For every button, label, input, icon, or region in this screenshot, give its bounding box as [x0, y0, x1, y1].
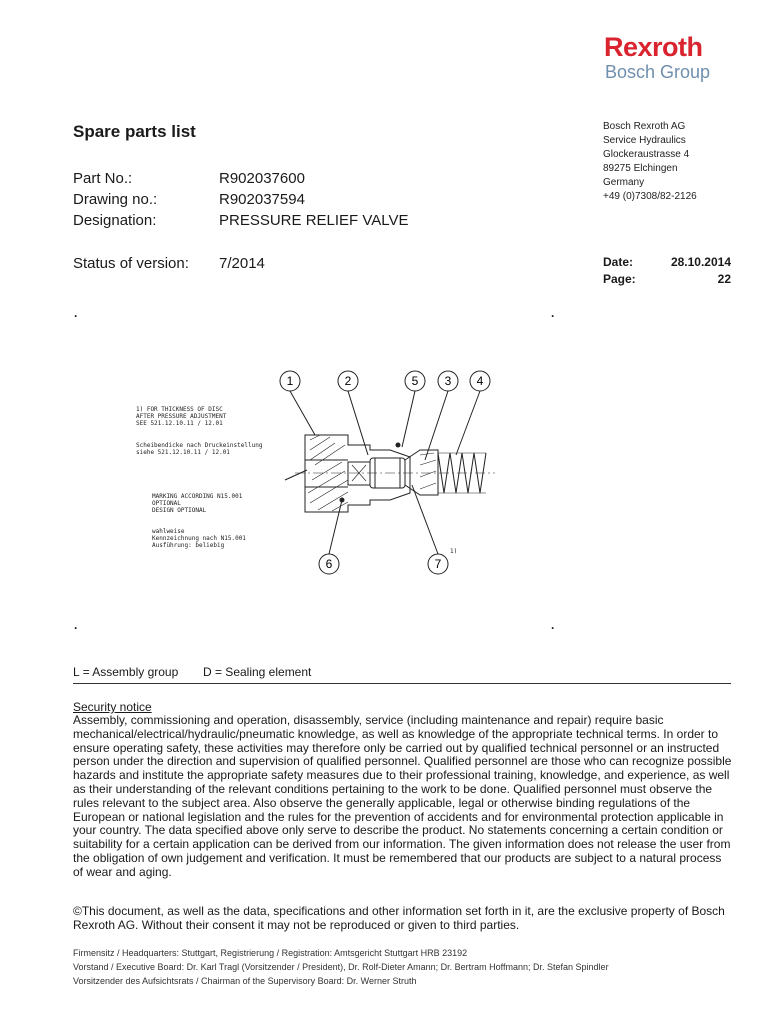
- callout-number: 5: [411, 374, 419, 388]
- frame-mark: .: [551, 618, 555, 632]
- address-line: Bosch Rexroth AG: [603, 121, 686, 132]
- copyright-notice: ©This document, as well as the data, specifications and other information set forth in it, are the exclusive property of Bosch Rexroth AG. Without their consent it may not be reproduced or given to third parties.: [73, 904, 725, 932]
- drawing-note: MARKING ACCORDING N15.001: [152, 493, 243, 500]
- part-no-value: R902037600: [219, 170, 305, 187]
- date-value: 28.10.2014: [670, 255, 731, 269]
- frame-mark: .: [74, 618, 78, 632]
- designation-label: Designation:: [73, 212, 157, 229]
- part-no-label: Part No.:: [73, 170, 133, 187]
- frame-mark: .: [551, 306, 555, 320]
- address-line: +49 (0)7308/82-2126: [603, 191, 697, 202]
- legend-sealing: D = Sealing element: [202, 665, 312, 679]
- page-title: Spare parts list: [73, 122, 196, 141]
- date-label: Date:: [603, 255, 634, 269]
- status-label: Status of version:: [73, 255, 189, 272]
- drawing-note: AFTER PRESSURE ADJUSTMENT: [136, 413, 227, 420]
- address-line: Glockeraustrasse 4: [603, 149, 690, 160]
- status-value: 7/2014: [219, 255, 265, 272]
- callout-number: 4: [476, 374, 484, 388]
- footer-line: Firmensitz / Headquarters: Stuttgart, Registrierung / Registration: Amtsgericht Stuttgart HRB 23192: [73, 948, 468, 958]
- drawing-note: 1) FOR THICKNESS OF DISC: [136, 406, 223, 413]
- security-notice-title: Security notice: [73, 700, 152, 714]
- drawing-note: Ausführung: beliebig: [152, 542, 225, 549]
- security-notice-body: Assembly, commissioning and operation, disassembly, service (including maintenance and repair) require basic mechanical/electrical/hydraulic/pneumatic knowledge, as well as knowledge of the appropriate technical terms. In order to ensure operating safety, these activities may therefore only be carried out by qualified technical personnel or an instructed person under the direction and supervision of qualified personnel. Qualified personnel are those who can recognize possible hazards and institute the appropriate safety measures due to their professional training, knowledge, and experience, as well as their understanding of the relevant conditions pertaining to the work to be done. Qualified personnel must observe the rules relevant to the subject area. Also observe the generally applicable, legal or otherwise binding regulations of the European or national legislation and the rules for the prevention of accidents and for environmental protection applicable in your country. The data specified above only serve to describe the product. No statements concerning a certain condition or suitability for a certain application can be derived from our information. The given information does not release the user from the obligation of own judgement and verification. It must be remembered that our products are subject to a natural process of wear and aging.: [73, 713, 732, 879]
- divider: [73, 683, 731, 684]
- drawing-no-value: R902037594: [219, 191, 305, 208]
- address-line: Germany: [603, 177, 645, 188]
- drawing-note: SEE 521.12.10.11 / 12.01: [136, 420, 223, 427]
- brand-group: Bosch Group: [605, 62, 711, 82]
- callout-number: 7: [434, 557, 442, 571]
- drawing-note: wahlweise: [152, 528, 185, 535]
- callout-number: 1: [286, 374, 294, 388]
- drawing-note: siehe 521.12.10.11 / 12.01: [136, 449, 230, 456]
- page-number: 22: [717, 272, 731, 286]
- valve-drawing: [120, 365, 540, 580]
- designation-value: PRESSURE RELIEF VALVE: [219, 212, 409, 229]
- callout-number: 3: [444, 374, 452, 388]
- page-label: Page:: [603, 272, 636, 286]
- brand-logo: Rexroth: [604, 32, 703, 62]
- callout-number: 6: [325, 557, 333, 571]
- drawing-note: DESIGN OPTIONAL: [152, 507, 207, 514]
- callout-number: 2: [344, 374, 352, 388]
- drawing-note: OPTIONAL: [152, 500, 181, 507]
- drawing-note: Kennzeichnung nach N15.001: [152, 535, 246, 542]
- frame-mark: .: [74, 306, 78, 320]
- drawing-no-label: Drawing no.:: [73, 191, 158, 208]
- address-line: Service Hydraulics: [603, 135, 686, 146]
- footnote-marker: 1): [450, 548, 458, 555]
- drawing-note: Scheibendicke nach Druckeinstellung: [136, 442, 263, 449]
- address-block: [603, 120, 697, 204]
- legend-assembly: L = Assembly group: [73, 665, 179, 679]
- footer-line: Vorstand / Executive Board: Dr. Karl Tragl (Vorsitzender / President), Dr. Rolf-Dieter Amann; Dr. Bertram Hoffmann; Dr. Stefan Spindler: [73, 962, 609, 972]
- footer-line: Vorsitzender des Aufsichtsrats / Chairman of the Supervisory Board: Dr. Werner Struth: [73, 976, 417, 986]
- address-line: 89275 Elchingen: [603, 163, 678, 174]
- legend: [73, 665, 311, 679]
